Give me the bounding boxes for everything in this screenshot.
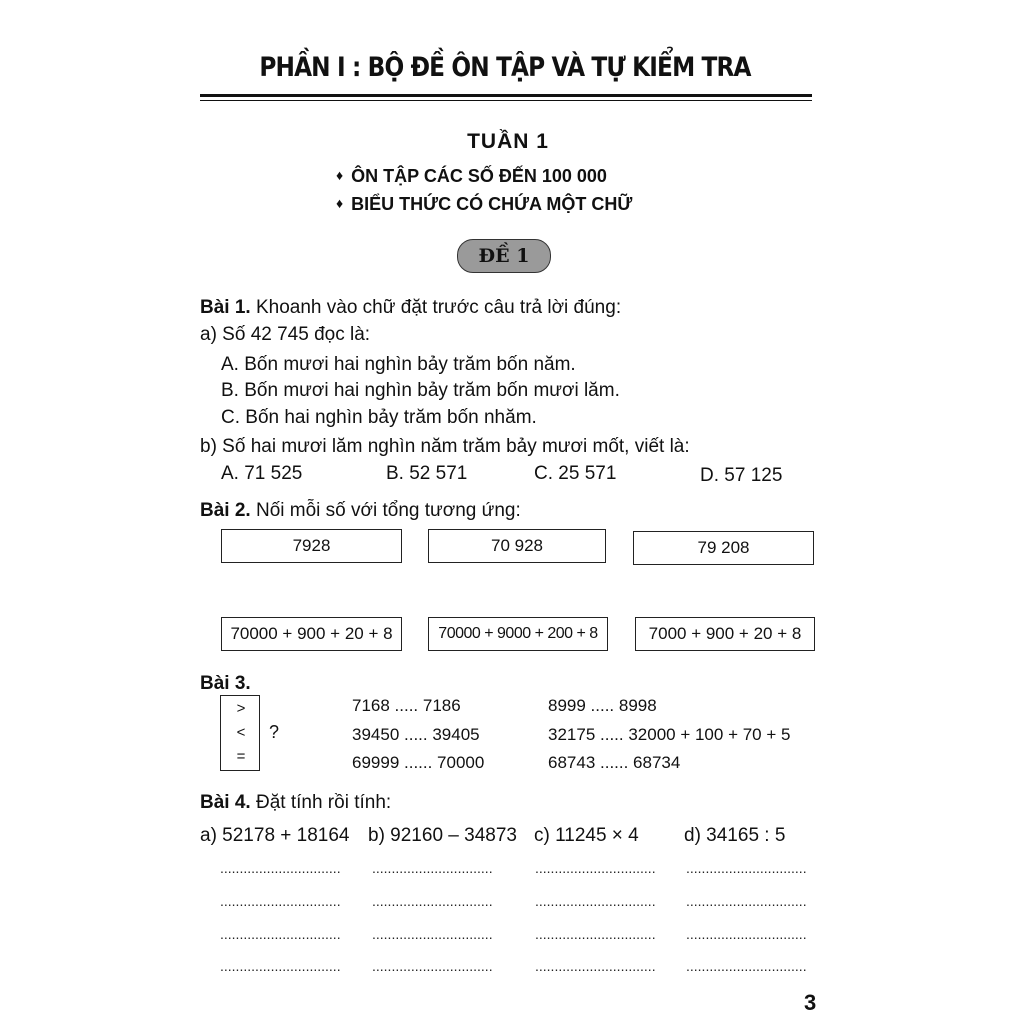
- comparison-sign-box: [220, 695, 260, 771]
- bai1-instruction: Khoanh vào chữ đặt trước câu trả lời đúng:: [255, 297, 622, 318]
- compare-right-3: 68743 ...... 68734: [548, 753, 681, 772]
- exam-label-badge: ĐỀ 1: [457, 239, 551, 273]
- number-box-3: 79 208: [633, 531, 814, 565]
- question-mark: ?: [269, 722, 280, 742]
- bai1-b-question: b) Số hai mươi lăm nghìn năm trăm bảy mươi mốt, viết là:: [200, 436, 690, 457]
- compare-left-3: 69999 ...... 70000: [352, 753, 485, 772]
- answer-line: ...............................: [686, 926, 807, 942]
- answer-line: ...............................: [535, 958, 656, 974]
- answer-line: ...............................: [686, 958, 807, 974]
- topic-1-text: ÔN TẬP CÁC SỐ ĐẾN 100 000: [351, 166, 607, 186]
- answer-line: ...............................: [220, 958, 341, 974]
- compare-left-2: 39450 ..... 39405: [352, 725, 480, 744]
- sum-box-2: 70000 + 9000 + 200 + 8: [428, 617, 608, 651]
- bai4-heading: [200, 792, 391, 814]
- sum-box-1: 70000 + 900 + 20 + 8: [221, 617, 402, 651]
- less-than-sign: <: [236, 724, 246, 741]
- bai4-instruction: Đặt tính rồi tính:: [255, 792, 392, 813]
- number-box-1: 7928: [221, 529, 402, 563]
- title-rule-thin: [200, 100, 812, 101]
- bai1-b-option-a: A. 71 525: [221, 463, 303, 484]
- answer-line: ...............................: [686, 860, 807, 876]
- bai1-a-question: a) Số 42 745 đọc là:: [200, 324, 371, 345]
- week-heading: TUẦN 1: [467, 130, 549, 153]
- topic-2: [336, 194, 632, 215]
- bai2-title: Bài 2.: [200, 500, 251, 521]
- bai4-title: Bài 4.: [200, 792, 251, 813]
- answer-line: ...............................: [372, 893, 493, 909]
- equal-sign: =: [236, 748, 246, 765]
- page-number: 3: [804, 990, 817, 1015]
- bai1-a-option-c: C. Bốn hai nghìn bảy trăm bốn nhăm.: [221, 407, 537, 428]
- compare-right-2: 32175 ..... 32000 + 100 + 70 + 5: [548, 725, 791, 744]
- bai2-instruction: Nối mỗi số với tổng tương ứng:: [255, 500, 521, 521]
- topic-2-text: BIỂU THỨC CÓ CHỨA MỘT CHỮ: [351, 194, 633, 214]
- bai1-a-option-b: B. Bốn mươi hai nghìn bảy trăm bốn mươi lăm.: [221, 380, 620, 401]
- answer-line: ...............................: [220, 893, 341, 909]
- answer-line: ...............................: [535, 860, 656, 876]
- compare-left-1: 7168 ..... 7186: [352, 696, 461, 715]
- answer-line: ...............................: [686, 893, 807, 909]
- bai1-b-option-d: D. 57 125: [700, 465, 783, 486]
- bai4-problem-b: b) 92160 – 34873: [368, 825, 517, 846]
- bai1-heading: [200, 297, 621, 319]
- compare-right-1: 8999 ..... 8998: [548, 696, 657, 715]
- bai1-a-option-a: A. Bốn mươi hai nghìn bảy trăm bốn năm.: [221, 354, 576, 375]
- number-box-2: 70 928: [428, 529, 606, 563]
- sum-box-3: 7000 + 900 + 20 + 8: [635, 617, 815, 651]
- answer-line: ...............................: [372, 958, 493, 974]
- topic-1: [336, 166, 607, 187]
- bai4-problem-a: a) 52178 + 18164: [200, 825, 350, 846]
- answer-line: ...............................: [535, 926, 656, 942]
- title-rule-thick: [200, 94, 812, 97]
- diamond-bullet-icon: ♦: [336, 167, 344, 183]
- answer-line: ...............................: [372, 860, 493, 876]
- bai4-problem-c: c) 11245 × 4: [534, 825, 639, 846]
- answer-line: ...............................: [535, 893, 656, 909]
- bai3-heading: [200, 673, 251, 695]
- bai1-b-option-b: B. 52 571: [386, 463, 468, 484]
- part-title: PHẦN I : BỘ ĐỀ ÔN TẬP VÀ TỰ KIỂM TRA: [259, 52, 751, 83]
- bai4-problem-d: d) 34165 : 5: [684, 825, 786, 846]
- answer-line: ...............................: [220, 860, 341, 876]
- answer-line: ...............................: [220, 926, 341, 942]
- bai1-b-option-c: C. 25 571: [534, 463, 617, 484]
- bai1-title: Bài 1.: [200, 297, 251, 318]
- diamond-bullet-icon: ♦: [336, 195, 344, 211]
- bai3-title: Bài 3.: [200, 673, 251, 694]
- greater-than-sign: >: [236, 700, 246, 717]
- answer-line: ...............................: [372, 926, 493, 942]
- bai2-heading: [200, 500, 521, 522]
